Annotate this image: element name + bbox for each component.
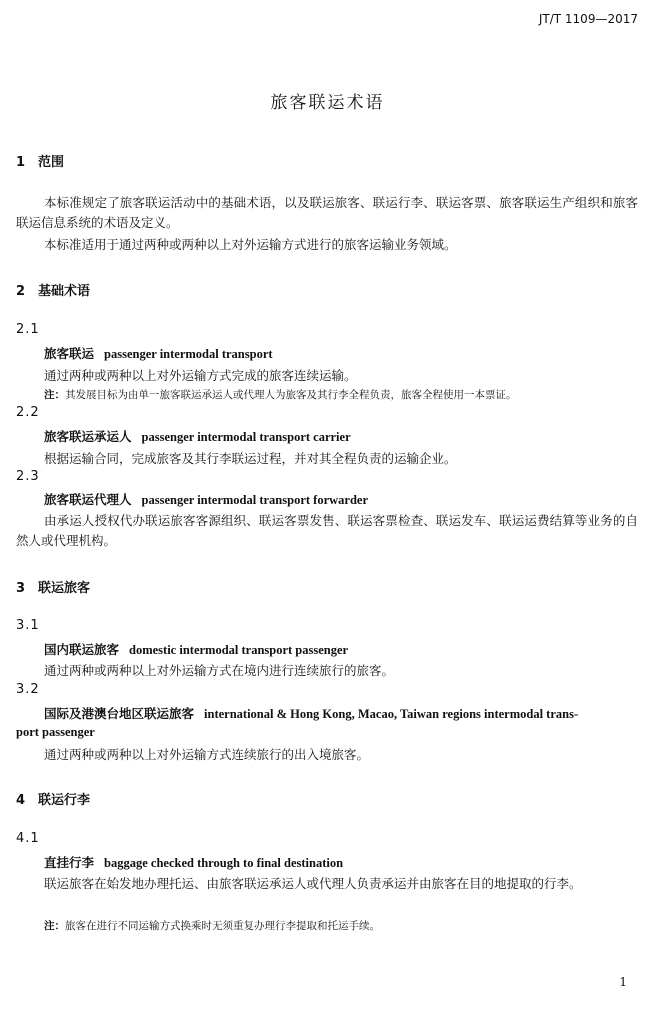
term-2-2 [44,427,351,445]
term-2-2-definition: 根据运输合同，完成旅客及其行李联运过程，并对其全程负责的运输企业。 [44,451,457,466]
section-title: 联运行李 [38,793,91,808]
term-2-3 [44,490,368,508]
term-english: international & Hong Kong, Macao, Taiwan regions intermodal trans- [204,707,579,721]
term-english: baggage checked through to final destination [104,856,344,870]
term-2-1 [44,344,273,362]
note-text: 其发展目标为由单一旅客联运承运人或代理人为旅客及其行李全程负责，旅客全程使用一本票证。 [65,389,517,401]
term-3-1-definition: 通过两种或两种以上对外运输方式在境内进行连续旅行的旅客。 [44,663,395,678]
note-label: 注： [44,389,65,401]
term-2-1-note [44,387,517,402]
term-chinese: 国内联运旅客 [44,642,120,657]
term-english-continued: port passenger [16,725,95,739]
term-4-1-number: 4.1 [16,831,40,846]
section-title: 联运旅客 [38,581,91,596]
term-4-1 [44,853,343,871]
page-number: 1 [619,975,627,989]
term-chinese: 旅客联运代理人 [44,492,132,507]
section-title: 基础术语 [38,284,91,299]
section-3-heading [16,577,90,596]
term-3-2-definition: 通过两种或两种以上对外运输方式连续旅行的出入境旅客。 [44,747,370,762]
section-title: 范围 [38,155,65,170]
section-4-heading [16,789,90,808]
standard-code: JT/T 1109—2017 [538,12,638,26]
term-3-2-number: 3.2 [16,682,40,697]
section-1-paragraph-1: 本标准规定了旅客联运活动中的基础术语，以及联运旅客、联运行李、联运客票、旅客联运生产组织和旅客联运信息系统的术语及定义。 [16,195,638,230]
term-english: passenger intermodal transport [104,347,273,361]
section-number: 3 [16,581,26,596]
section-number: 4 [16,793,26,808]
term-english: passenger intermodal transport carrier [141,430,351,444]
section-2-heading [16,280,90,299]
term-3-1 [44,640,348,658]
term-english: passenger intermodal transport forwarder [141,493,368,507]
term-3-2-english-continued [16,724,95,740]
term-2-3-definition: 由承运人授权代办联运旅客客源组织、联运客票发售、联运客票检查、联运发车、联运运费结算等业务的自然人或代理机构。 [16,513,638,548]
term-chinese: 旅客联运 [44,346,95,361]
section-1-heading [16,151,64,170]
section-number: 2 [16,284,26,299]
term-2-3-number: 2.3 [16,469,40,484]
note-text: 旅客在进行不同运输方式换乘时无须重复办理行李提取和托运手续。 [65,920,380,932]
term-3-1-number: 3.1 [16,618,40,633]
note-label: 注： [44,920,65,932]
term-2-1-number: 2.1 [16,322,40,337]
term-chinese: 国际及港澳台地区联运旅客 [44,706,195,721]
term-chinese: 旅客联运承运人 [44,429,132,444]
term-chinese: 直挂行李 [44,855,95,870]
term-3-2 [44,704,578,722]
term-2-2-number: 2.2 [16,405,40,420]
term-4-1-note [44,918,380,933]
term-english: domestic intermodal transport passenger [129,643,349,657]
term-2-1-definition: 通过两种或两种以上对外运输方式完成的旅客连续运输。 [44,368,357,383]
section-number: 1 [16,155,26,170]
term-4-1-definition: 联运旅客在始发地办理托运、由旅客联运承运人或代理人负责承运并由旅客在目的地提取的行李。 [44,876,582,891]
section-1-paragraph-2: 本标准适用于通过两种或两种以上对外运输方式进行的旅客运输业务领域。 [44,237,457,252]
document-title: 旅客联运术语 [270,93,385,113]
